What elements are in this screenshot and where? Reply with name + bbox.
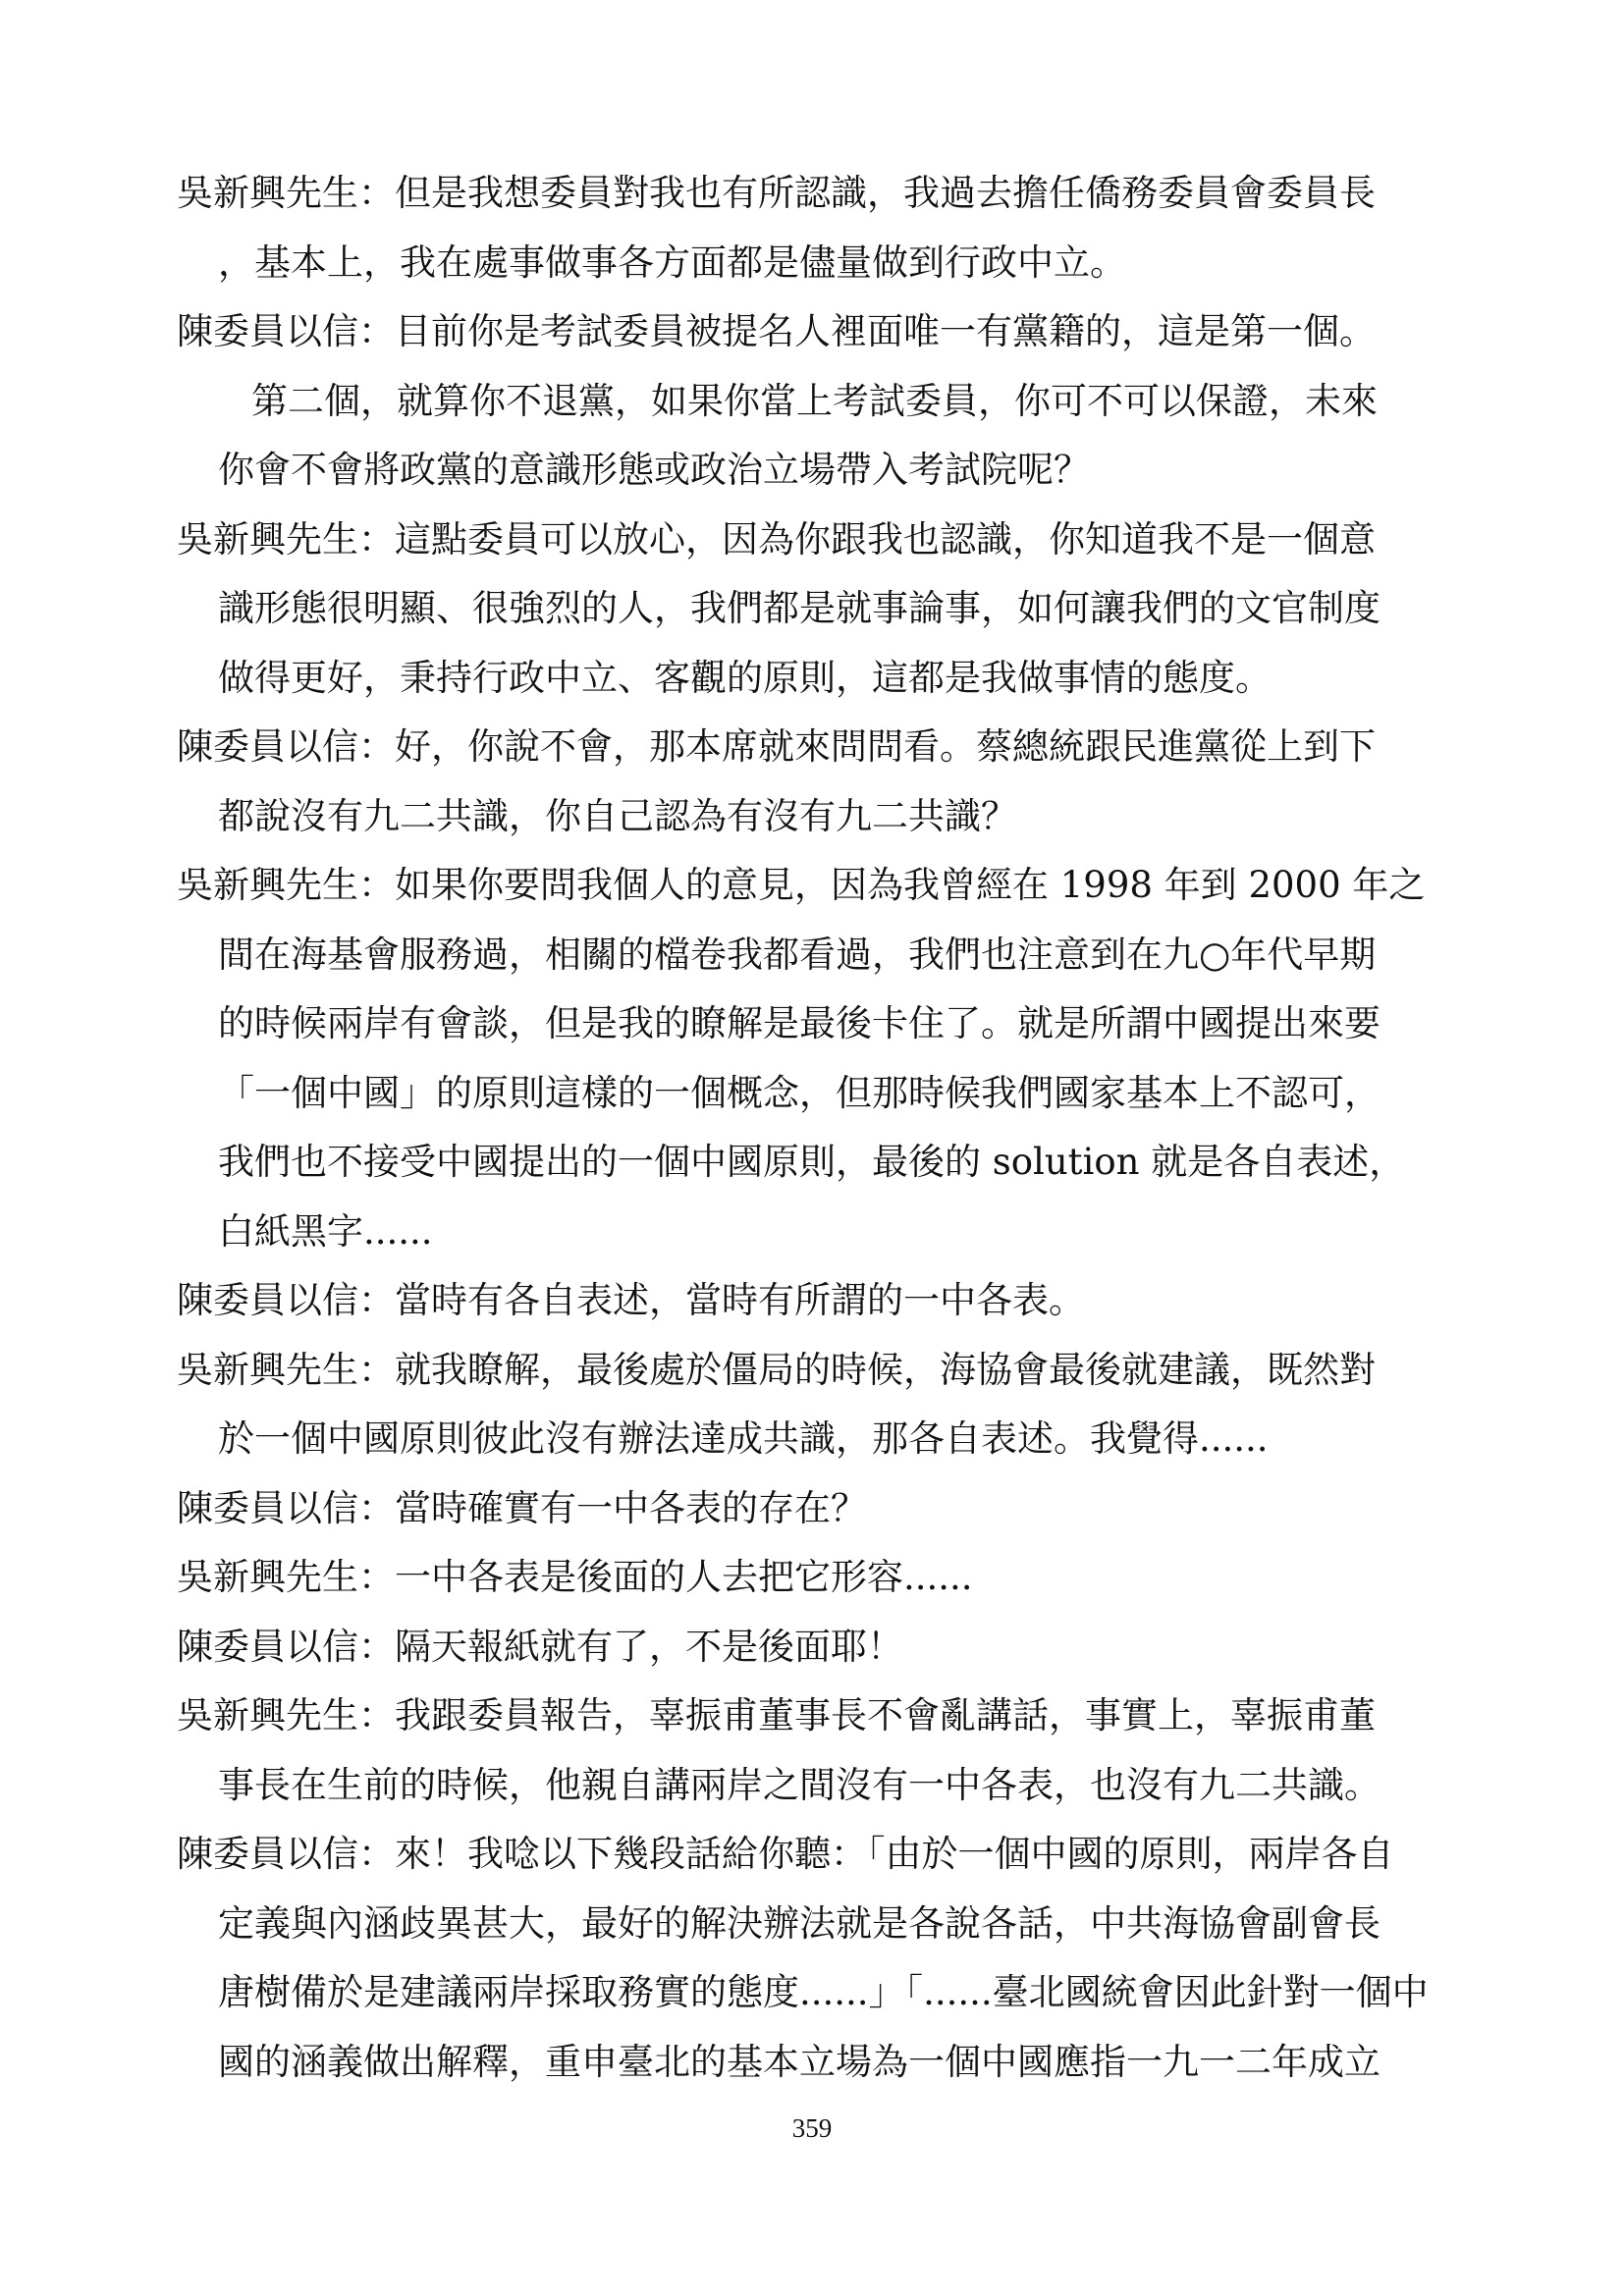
continuation-line: 都說沒有九二共識，你自己認為有沒有九二共識？ bbox=[218, 794, 1017, 837]
page-number: 359 bbox=[791, 2113, 833, 2143]
speaker-line: 吳新興先生：但是我想委員對我也有所認識，我過去擔任僑務委員會委員長 bbox=[177, 172, 1376, 214]
continuation-line: 做得更好，秉持行政中立、客觀的原則，這都是我做事情的態度。 bbox=[218, 656, 1272, 699]
transcript-body bbox=[177, 159, 1455, 2097]
speaker-line: 吳新興先生：這點委員可以放心，因為你跟我也認識，你知道我不是一個意 bbox=[177, 517, 1376, 561]
speaker-line: 陳委員以信：隔天報紙就有了，不是後面耶！ bbox=[177, 1625, 903, 1668]
speaker-line: 吳新興先生：如果你要問我個人的意見，因為我曾經在 1998 年到 2000 年之 bbox=[177, 864, 1426, 906]
speaker-line: 吳新興先生：就我瞭解，最後處於僵局的時候，海協會最後就建議，既然對 bbox=[177, 1348, 1376, 1391]
continuation-line: 間在海基會服務過，相關的檔卷我都看過，我們也注意到在九○年代早期 bbox=[218, 933, 1377, 976]
speaker-line: 陳委員以信：來！我唸以下幾段話給你聽：「由於一個中國的原則，兩岸各自 bbox=[177, 1833, 1394, 1875]
continuation-line: 白紙黑字...... bbox=[218, 1209, 433, 1253]
continuation-line: 我們也不接受中國提出的一個中國原則，最後的 solution 就是各自表述， bbox=[218, 1141, 1406, 1183]
speaker-line: 陳委員以信：好，你說不會，那本席就來問問看。蔡總統跟民進黨從上到下 bbox=[177, 725, 1376, 768]
continuation-line: 唐樹備於是建議兩岸採取務實的態度......」「......臺北國統會因此針對一個中 bbox=[218, 1971, 1429, 2013]
continuation-line: 第二個，就算你不退黨，如果你當上考試委員，你可不可以保證，未來 bbox=[251, 379, 1378, 422]
continuation-line: 的時候兩岸有會談，但是我的瞭解是最後卡住了。就是所謂中國提出來要 bbox=[218, 1002, 1380, 1044]
speaker-line: 吳新興先生：一中各表是後面的人去把它形容...... bbox=[177, 1556, 973, 1598]
continuation-line: 「一個中國」的原則這樣的一個概念，但那時候我們國家基本上不認可， bbox=[218, 1071, 1380, 1114]
continuation-line: 識形態很明顯、很強烈的人，我們都是就事論事，如何讓我們的文官制度 bbox=[218, 587, 1380, 629]
continuation-line: 於一個中國原則彼此沒有辦法達成共識，那各自表述。我覺得...... bbox=[218, 1417, 1269, 1460]
continuation-line: 國的涵義做出解釋，重申臺北的基本立場為一個中國應指一九一二年成立 bbox=[218, 2040, 1380, 2083]
speaker-line: 陳委員以信：目前你是考試委員被提名人裡面唯一有黨籍的，這是第一個。 bbox=[177, 310, 1376, 352]
continuation-line: 你會不會將政黨的意識形態或政治立場帶入考試院呢？ bbox=[218, 449, 1090, 491]
speaker-line: 陳委員以信：當時確實有一中各表的存在？ bbox=[177, 1486, 867, 1529]
continuation-line: ，基本上，我在處事做事各方面都是儘量做到行政中立。 bbox=[218, 240, 1126, 284]
speaker-line: 吳新興先生：我跟委員報告，辜振甫董事長不會亂講話，事實上，辜振甫董 bbox=[177, 1694, 1376, 1736]
continuation-line: 定義與內涵歧異甚大，最好的解決辦法就是各說各話，中共海協會副會長 bbox=[218, 1901, 1380, 1945]
speaker-line: 陳委員以信：當時有各自表述，當時有所謂的一中各表。 bbox=[177, 1279, 1085, 1321]
continuation-line: 事長在生前的時候，他親自講兩岸之間沒有一中各表，也沒有九二共識。 bbox=[218, 1763, 1380, 1806]
